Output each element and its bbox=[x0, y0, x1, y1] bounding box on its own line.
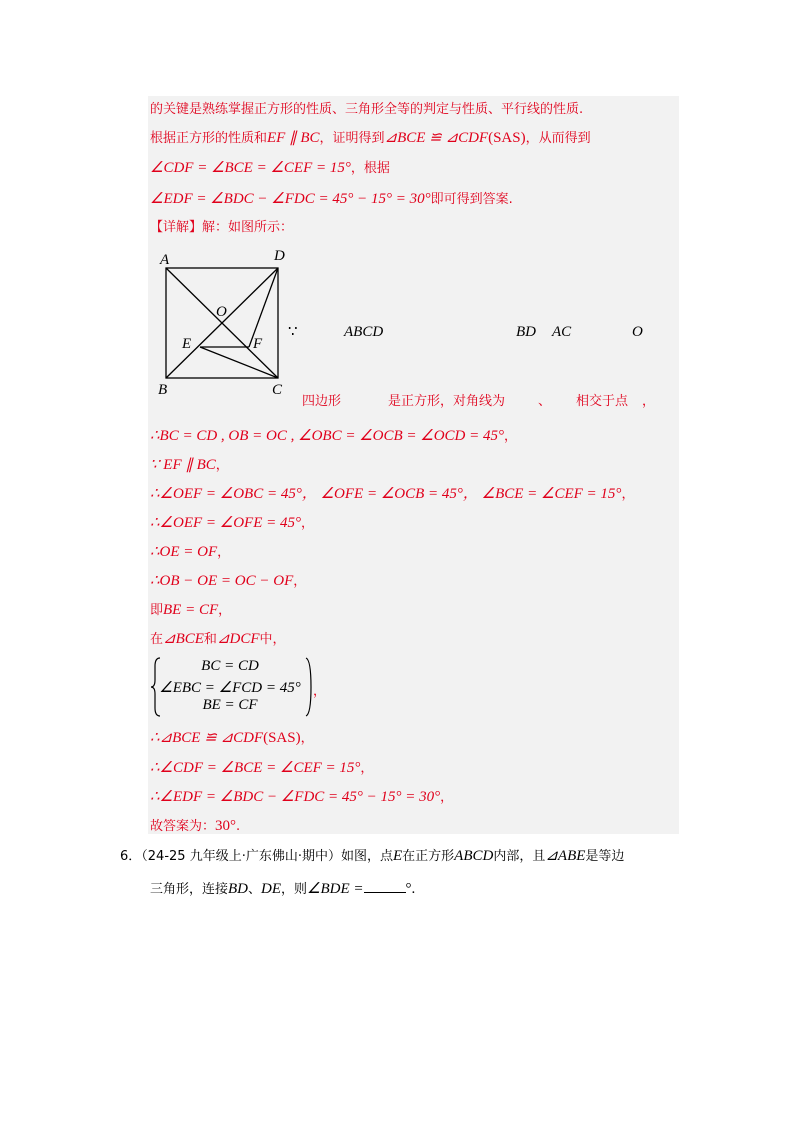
answer-line bbox=[150, 816, 240, 837]
text: 是正方形，对角线为 bbox=[388, 394, 506, 409]
detail-tag: 【详解】 bbox=[150, 220, 203, 235]
math: O bbox=[632, 324, 643, 340]
square-figure bbox=[150, 246, 300, 401]
text: 、 bbox=[248, 882, 262, 897]
step-3 bbox=[150, 484, 634, 505]
math: DE bbox=[261, 881, 282, 897]
math: ABCD bbox=[454, 848, 494, 864]
because-r1 bbox=[302, 392, 341, 412]
step-8 bbox=[150, 629, 286, 650]
step-4 bbox=[150, 513, 314, 534]
text: 故答案为： bbox=[150, 819, 216, 834]
because-w4 bbox=[632, 322, 643, 342]
system-tail: ， bbox=[313, 684, 327, 699]
math: ∠CDF = ∠BCE = ∠CEF = 15° bbox=[150, 160, 351, 176]
question-number: 6． bbox=[120, 849, 142, 864]
math: ⊿ABE bbox=[545, 848, 586, 864]
because-r5 bbox=[642, 392, 655, 412]
question-source: （24-25 九年级上·广东佛山·期中） bbox=[141, 849, 341, 864]
text: 即 bbox=[150, 603, 164, 618]
because-r4 bbox=[576, 392, 628, 412]
because-symbol bbox=[288, 322, 298, 342]
system-row-2: ∠EBC = ∠FCD = 45° bbox=[159, 680, 301, 696]
label-c: C bbox=[272, 382, 283, 398]
math: AC bbox=[552, 324, 572, 340]
detail-heading bbox=[150, 218, 293, 238]
step-11 bbox=[150, 787, 453, 808]
label-d: D bbox=[274, 248, 285, 264]
text: ，从而得到 bbox=[525, 131, 591, 146]
text: 三角形，连接 bbox=[150, 882, 229, 897]
text: 中， bbox=[259, 632, 286, 647]
math: ∴BC = CD , OB = OC , ∠OBC = ∠OCB = ∠OCD = 45° bbox=[150, 428, 505, 444]
step-5 bbox=[150, 542, 230, 563]
step-2 bbox=[150, 455, 229, 476]
text: ， bbox=[440, 790, 454, 805]
analysis-line-4 bbox=[150, 189, 513, 210]
text: 四边形 bbox=[302, 394, 342, 409]
because-w2 bbox=[516, 322, 536, 342]
math: ABCD bbox=[344, 324, 384, 340]
math: ∴∠OEF = ∠OBC = 45°， ∠OFE = ∠OCB = 45°， ∠BCE = ∠CEF = 15° bbox=[150, 486, 622, 502]
label-b: B bbox=[158, 382, 168, 398]
text: 和 bbox=[203, 632, 217, 647]
math: 30° bbox=[215, 818, 237, 834]
text: ， bbox=[215, 458, 229, 473]
text: ， bbox=[621, 487, 635, 502]
text: ， bbox=[293, 574, 307, 589]
text: 内部，且 bbox=[493, 849, 546, 864]
because-r3 bbox=[538, 392, 551, 412]
text: ， bbox=[360, 761, 374, 776]
label-o: O bbox=[216, 304, 227, 320]
math: ∴∠CDF = ∠BCE = ∠CEF = 15° bbox=[150, 760, 361, 776]
math: ∴OB − OE = OC − OF bbox=[150, 573, 294, 589]
text: ， bbox=[642, 394, 656, 409]
math: °. bbox=[405, 881, 416, 897]
text: 相交于点 bbox=[576, 394, 629, 409]
text: 如图，点 bbox=[340, 849, 393, 864]
text: 在正方形 bbox=[402, 849, 455, 864]
math: ∠EDF = ∠BDC − ∠FDC = 45° − 15° = 30° bbox=[150, 191, 431, 207]
math: ∠BDE = bbox=[307, 881, 364, 897]
text: ，证明得到 bbox=[319, 131, 385, 146]
label-f: F bbox=[253, 336, 263, 352]
text: ， bbox=[301, 516, 315, 531]
math: ∴OE = OF bbox=[150, 544, 218, 560]
because-r2 bbox=[388, 392, 505, 412]
text: ， bbox=[217, 545, 231, 560]
step-1 bbox=[150, 426, 517, 447]
question-6-line-1 bbox=[120, 846, 624, 867]
analysis-line-1 bbox=[150, 100, 583, 120]
analysis-line-3 bbox=[150, 158, 390, 179]
math: ⊿BCE ≌ ⊿CDF bbox=[384, 130, 489, 146]
text: ， bbox=[504, 429, 518, 444]
math: ⊿BCE bbox=[163, 631, 204, 647]
math: ∴∠OEF = ∠OFE = 45° bbox=[150, 515, 301, 531]
label-a: A bbox=[160, 252, 170, 268]
because-w1 bbox=[344, 322, 383, 342]
text: 根据正方形的性质和 bbox=[150, 131, 268, 146]
math: ⊿DCF bbox=[216, 631, 260, 647]
math: (SAS) bbox=[263, 730, 301, 746]
question-6-line-2 bbox=[150, 878, 415, 900]
math: ∴⊿BCE ≌ ⊿CDF bbox=[150, 730, 264, 746]
text: ， bbox=[300, 731, 314, 746]
step-7 bbox=[150, 600, 231, 621]
math: BD bbox=[516, 324, 536, 340]
math: E bbox=[392, 848, 403, 864]
analysis-text: 的关键是熟练掌握正方形的性质、三角形全等的判定与性质、平行线的性质. bbox=[150, 102, 584, 117]
math: (SAS) bbox=[488, 130, 526, 146]
math: EF ∥ BC bbox=[267, 130, 320, 146]
math: ∴∠EDF = ∠BDC − ∠FDC = 45° − 15° = 30° bbox=[150, 789, 441, 805]
step-10 bbox=[150, 758, 373, 779]
text: ，则 bbox=[281, 882, 308, 897]
system-row-1: BC = CD bbox=[201, 658, 259, 674]
label-e: E bbox=[182, 336, 192, 352]
analysis-line-2 bbox=[150, 128, 591, 149]
math: ∵ bbox=[288, 324, 298, 340]
text: 是等边 bbox=[585, 849, 625, 864]
text: 、 bbox=[538, 394, 552, 409]
system-row-3: BE = CF bbox=[202, 697, 258, 713]
text: . bbox=[236, 819, 241, 834]
math: BD bbox=[228, 881, 249, 897]
math: ∵ EF ∥ BC bbox=[150, 457, 216, 473]
step-6 bbox=[150, 571, 306, 592]
congruence-system bbox=[150, 656, 327, 718]
math: BE = CF bbox=[163, 602, 219, 618]
answer-blank[interactable] bbox=[364, 878, 406, 893]
text: ， bbox=[218, 603, 232, 618]
step-9 bbox=[150, 728, 314, 749]
text: 在 bbox=[150, 632, 164, 647]
text: ，根据 bbox=[350, 161, 390, 176]
segment-ec bbox=[200, 347, 278, 378]
detail-text: 解：如图所示： bbox=[202, 220, 294, 235]
because-w3 bbox=[552, 322, 571, 342]
text: 即可得到答案. bbox=[430, 192, 513, 207]
